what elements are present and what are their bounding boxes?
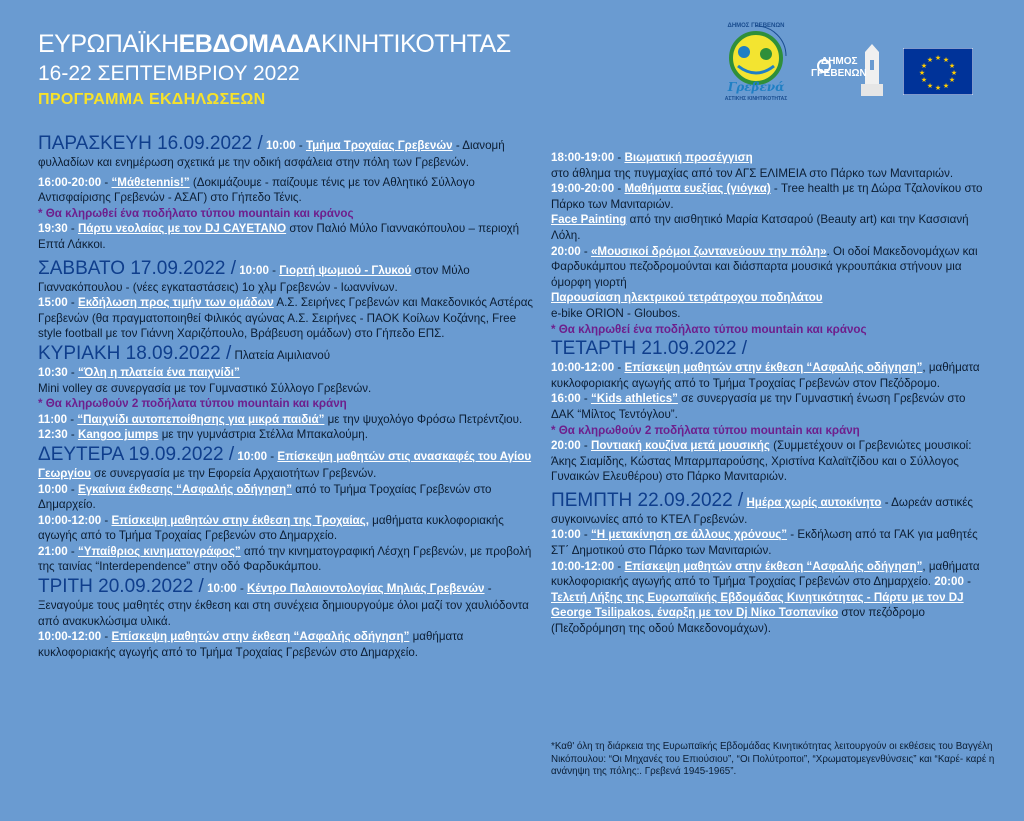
event-description: στον Παλιό Μύλο Γιαννακόπουλου – περιοχή Επτά Λάκκοι. (38, 222, 520, 251)
day-block-sunday (38, 342, 538, 365)
event-teams-honor (38, 295, 538, 342)
event-separator: - (295, 139, 306, 152)
event-description: σε συνεργασία με την Εφορεία Αρχαιοτήτων Γρεβενών. (90, 466, 377, 480)
svg-text:★: ★ (920, 62, 928, 70)
title-part-3: ΚΙΝΗΤΙΚΟΤΗΤΑΣ (321, 30, 511, 58)
event-time: 10:00 (237, 449, 268, 463)
event-time: 19:30 (38, 222, 68, 236)
event-description: από την κινηματογραφική Λέσχη Γρεβενών, με προβολή της ταινίας “Interdependence” στην οδό Φαρδυκάμπου. (38, 544, 532, 574)
event-title-link[interactable]: Τμήμα Τροχαίας Γρεβενών (305, 139, 453, 152)
event-separator: - (614, 151, 625, 164)
event-time: 12:30 (38, 428, 68, 442)
day-block-thursday (551, 489, 991, 528)
event-title-link[interactable]: Παρουσίαση ηλεκτρικού τετράτροχου ποδηλάτου (551, 291, 823, 305)
dimos-grevenon-logo (811, 44, 887, 100)
event-separator: - (268, 263, 280, 277)
event-description: . Οι οδοί Μακεδονομάχων και Φαρδυκάμπου πεζοδρομούνται και διάσπαρτα μουσικά γκρουπάκια στήνουν μια όμορφη γιορτή (551, 244, 978, 289)
raffle-note: * Θα κληρωθούν 2 ποδήλατα τύπου mountain και κράνη (38, 397, 347, 411)
event-description: στο άθλημα της πυγμαχίας από τον ΑΓΣ ΕΛΙΜΕΙΑ στο Πάρκο των Μανιταριών. (551, 166, 954, 180)
day-block-friday (38, 132, 538, 171)
event-separator: - (614, 182, 625, 196)
day-block-monday (38, 443, 538, 482)
event-time: 10:00 (207, 582, 237, 596)
event-time: 10:00-12:00 (551, 559, 615, 573)
svg-text:★: ★ (942, 56, 950, 64)
event-description: e-bike ORION - Gloubos. (551, 306, 681, 320)
event-separator: - (580, 439, 591, 453)
event-title-link[interactable]: Επίσκεψη μαθητών στην έκθεση της Τροχαίας, (111, 513, 369, 527)
grevena-logo-wordmark: Γρεβενά (727, 80, 785, 94)
svg-text:★: ★ (948, 62, 956, 70)
event-description: στον Μύλο Γιαννακόπουλου - (νέες εγκαταστάσεις) 1ο χλμ Γρεβενών - Ιωαννίνων. (38, 263, 470, 294)
event-separator: - (580, 528, 591, 542)
event-title-link[interactable]: Εκδήλωση προς τιμήν των ομάδων (77, 296, 274, 310)
event-tuesday-traffic-visit (38, 629, 538, 660)
event-time: 10:00-12:00 (38, 513, 102, 527)
day-heading-tuesday: ΤΡΙΤΗ 20.09.2022 / (38, 576, 204, 598)
day-block-wednesday (551, 337, 991, 391)
event-description: από την αισθητικό Μαρία Κατσαρού (Beauty art) και την Κασσιανή Λόλη. (551, 213, 969, 242)
event-separator: - (67, 296, 78, 310)
event-separator: - (67, 365, 78, 379)
event-separator: - (67, 412, 78, 426)
event-traffic-visit (38, 513, 538, 544)
event-title-link[interactable]: «Μουσικοί δρόμοι ζωντανεύουν την πόλη» (590, 244, 827, 258)
event-separator: - (67, 428, 78, 442)
event-description: σε συνεργασία με την Γυμναστική ένωση Γρεβενών στο ΔΑΚ “Μίλτος Τεντόγλου”. (551, 392, 966, 421)
day-heading-sunday: ΚΥΡΙΑΚΗ 18.09.2022 / (38, 342, 232, 364)
event-description: , μαθήματα κυκλοφοριακής αγωγής από το Τμήμα Τροχαίας Γρεβενών στον Πεζόδρομο. (551, 361, 980, 390)
eu-flag (903, 48, 973, 95)
event-transport-history (551, 527, 991, 558)
event-time: 10:00-12:00 (551, 361, 615, 375)
program-right-column (551, 150, 991, 637)
event-description: με την γυμνάστρια Στέλλα Μπακαλούμη. (158, 428, 368, 442)
event-description: (Δοκιμάζουμε - παίζουμε τένις με τον Αθλητικό Σύλλογο Αντισφαίρισης Γρεβενών - ΑΣΑΓ) στο Γήπεδο Τένις. (38, 175, 475, 205)
event-title-link[interactable]: Επίσκεψη μαθητών στην έκθεση “Ασφαλής οδήγηση” (624, 361, 923, 375)
day-block-saturday (38, 257, 538, 296)
program-left-column (38, 132, 538, 660)
day-heading-friday: ΠΑΡΑΣΚΕΥΗ 16.09.2022 / (38, 133, 263, 154)
event-title-link[interactable]: Ποντιακή κουζίνα μετά μουσικής (590, 439, 770, 453)
event-title-link[interactable]: Επίσκεψη μαθητών στις ανασκαφές του Αγίου Γεωργίου (38, 449, 532, 480)
event-ebike-presentation (551, 290, 991, 321)
svg-text:★: ★ (920, 76, 928, 84)
event-title-link[interactable]: Επίσκεψη μαθητών στην έκθεση “Ασφαλής οδήγηση” (624, 559, 923, 573)
event-confidence-game (38, 412, 538, 428)
event-location: Πλατεία Αιμιλιανού (234, 348, 331, 362)
event-separator: - (614, 361, 625, 375)
event-time: 11:00 (38, 412, 68, 426)
event-separator: - (236, 582, 248, 596)
day-heading-thursday: ΠΕΜΠΤΗ 22.09.2022 / (551, 489, 744, 511)
event-kids-athletics (551, 391, 991, 422)
raffle-note: * Θα κληρωθεί ένα ποδήλατο τύπου mountain και κράνος (38, 206, 354, 220)
dimos-logo-line-1: ΔΗΜΟΣ (821, 56, 858, 67)
event-description: - Εκδήλωση από τα ΓΑΚ για μαθητές ΣΤ΄ Δημοτικού στο Πάρκο των Μανιταριών. (551, 528, 978, 558)
event-title-link[interactable]: Τελετή Λήξης της Ευρωπαϊκής Εβδομάδας Κινητικότητας - Πάρτυ με τον DJ George Tsilipakos, έναρξη με τον Dj Νίκο Τσοπανίκο (551, 590, 964, 620)
svg-text:★: ★ (934, 84, 942, 92)
event-title-link[interactable]: Βιωματική προσέγγιση (624, 151, 753, 164)
svg-text:★: ★ (926, 82, 934, 90)
event-title-link[interactable]: Πάρτυ νεολαίας με τον DJ CAYETANO (77, 222, 287, 236)
day-heading-wednesday: ΤΕΤΑΡΤΗ 21.09.2022 / (551, 338, 748, 360)
event-title-link[interactable]: “Μάθεtennis!” (111, 175, 190, 189)
event-separator: - (580, 392, 591, 406)
event-time: 16:00-20:00 (38, 175, 102, 189)
event-description: - Ξεναγούμε τους μαθητές στην έκθεση και στη συνέχεια δημιουργούμε όλοι μαζί τον χαυλιόδοντα από ανακυκλώσιμα υλικά. (38, 582, 529, 628)
event-description: μαθήματα κυκλοφοριακής αγωγής από το Τμήμα Τροχαίας Γρεβενών στο Δημαρχείο. (38, 630, 464, 659)
event-description: με την ψυχολόγο Φρόσω Πετρέντζιου. (324, 412, 523, 426)
poster-dates: 16-22 ΣΕΠΤΕΜΒΡΙΟΥ 2022 (38, 62, 300, 85)
event-title-link[interactable]: Μαθήματα ευεξίας (γιόγκα) (624, 182, 771, 196)
event-music-streets (551, 244, 991, 291)
event-time: 10:00-12:00 (38, 630, 102, 644)
event-exhibition-opening (38, 482, 538, 513)
event-separator: - (67, 482, 78, 496)
event-separator: - (67, 222, 78, 236)
event-title-link[interactable]: Ημέρα χωρίς αυτοκίνητο (746, 495, 882, 509)
grevena-logo-top-text: ΔΗΜΟΣ ΓΡΕΒΕΝΩΝ (727, 23, 785, 29)
event-pontic-cuisine (551, 438, 991, 485)
event-title-link[interactable]: Εγκαίνια έκθεσης “Ασφαλής οδήγηση” (77, 482, 292, 496)
event-description: Mini volley σε συνεργασία με τον Γυμναστικό Σύλλογο Γρεβενών. (38, 381, 372, 395)
event-description: - Tree health με τη Δώρα Τζαλονίκου στο Πάρκο των Μανιταριών. (551, 182, 983, 211)
svg-text:★: ★ (942, 82, 950, 90)
event-time: 15:00 (38, 296, 68, 310)
event-title-link[interactable]: “Η μετακίνηση σε άλλους χρόνους” (590, 528, 788, 542)
event-time: 10:00 (551, 528, 581, 542)
event-mathetennis (38, 175, 538, 206)
event-title-link[interactable]: Γιορτή ψωμιού - Γλυκού (279, 263, 412, 277)
event-separator: - (963, 575, 971, 589)
event-time: 20:00 (551, 244, 581, 258)
event-title-link[interactable]: Face Painting (551, 213, 627, 227)
svg-text:★: ★ (934, 54, 942, 62)
event-separator: - (614, 559, 625, 573)
day-heading-saturday: ΣΑΒΒΑΤΟ 17.09.2022 / (38, 257, 236, 279)
event-time: 20:00 (934, 575, 964, 589)
event-face-painting (551, 212, 991, 243)
event-time: 18:00-19:00 (551, 151, 615, 164)
event-youth-party (38, 221, 538, 252)
event-separator: - (101, 513, 112, 527)
event-description: , μαθήματα κυκλοφοριακής αγωγής από το Τμήμα Τροχαίας Γρεβενών στο Δημαρχείο. (551, 559, 980, 589)
event-square-game (38, 365, 538, 396)
event-time: 10:00 (265, 139, 296, 152)
event-description: μαθήματα κυκλοφοριακής αγωγής από το Τμήμα Τροχαίας Γρεβενών στο Δημαρχείο. (38, 513, 504, 543)
event-time: 21:00 (38, 544, 68, 558)
event-title-link[interactable]: Κέντρο Παλαιοντολογίας Μηλιάς Γρεβενών (247, 582, 485, 596)
event-kangoo-jumps (38, 427, 538, 443)
grevena-mobility-logo (720, 22, 792, 106)
svg-text:★: ★ (948, 76, 956, 84)
event-time: 16:00 (551, 392, 581, 406)
title-part-1: ΕΥΡΩΠΑΪΚΗ (38, 30, 179, 58)
event-description: - Διανομή φυλλαδίων και ενημέρωση σχετικά με την οδική ασφάλεια στην πόλη των Γρεβενών. (38, 139, 505, 169)
footnote: *Καθ' όλη τη διάρκεια της Ευρωπαϊκής Εβδομάδας Κινητικότητας λειτουργούν οι εκθέσεις του Βαγγέλη Νικόπουλου: “Οι Μηχανές του Επιούσιου”, “Οι Πολύτροποι”, “Χρωματομεγενθύνσεις” και “Καρέ- καρέ η ανάνηψη της πόλης:. Γρεβενά 1945-1965”. (551, 741, 995, 778)
event-time: 10:00 (38, 482, 68, 496)
event-separator: - (580, 244, 591, 258)
event-title-link[interactable]: “Kids athletics” (590, 392, 678, 406)
eu-flag-graphic (903, 48, 973, 95)
event-title-link[interactable]: Επίσκεψη μαθητών στην έκθεση “Ασφαλής οδήγηση” (111, 630, 410, 644)
event-separator: - (67, 544, 78, 558)
poster-title (38, 30, 511, 59)
svg-text:★: ★ (926, 56, 934, 64)
event-separator: - (267, 449, 278, 463)
event-description: στον πεζόδρομο (Πεζοδρόμηση της οδού Μακεδονομάχων). (551, 606, 926, 636)
title-part-2: ΕΒΔΟΜΑΔΑ (178, 30, 321, 58)
event-description: Α.Σ. Σειρήνες Γρεβενών και Μακεδονικός Αστέρας Γρεβενών (θα πραγματοποιηθεί Φιλικός αγώνας Α.Σ. Σειρήνες - ΠΑΟΚ Κοίλων Κοζάνης, Free style football με τον Γιάννη Χαριζόπουλο, Βράβευση ομάδων) στο Γήπεδο ΕΠΣ. (38, 296, 534, 341)
event-time: 20:00 (551, 439, 581, 453)
day-heading-monday: ΔΕΥΤΕΡΑ 19.09.2022 / (38, 443, 235, 465)
event-description: - Δωρεάν αστικές συγκοινωνίες από το ΚΤΕΛ Γρεβενών. (551, 495, 973, 526)
svg-text:★: ★ (950, 69, 958, 77)
raffle-note: * Θα κληρωθούν 2 ποδήλατα τύπου mountain και κράνη (551, 423, 860, 437)
raffle-note: * Θα κληρωθεί ένα ποδήλατο τύπου mountain και κράνος (551, 322, 867, 336)
event-title-link[interactable]: “Όλη η πλατεία ένα παιχνίδι” (77, 365, 240, 379)
event-time: 10:00 (239, 263, 269, 277)
event-description: από το Τμήμα Τροχαίας Γρεβενών στο Δημαρχείο. (38, 482, 492, 512)
event-title-link[interactable]: “Υπαίθριος κινηματογράφος” (77, 544, 241, 558)
event-open-air-cinema (38, 544, 538, 575)
event-yoga (551, 181, 991, 212)
event-time: 10:30 (38, 365, 68, 379)
grevena-logo-bottom-text: ΑΣΤΙΚΗΣ ΚΙΝΗΤΙΚΟΤΗΤΑΣ (724, 96, 788, 102)
event-description: (Συμμετέχουν οι Γρεβενιώτες μουσικοί: Άκης Σιαμίδης, Κώστας Μπαρμπαρούσης, Χριστίνα Καλαϊτζίδου και ο Σύλλογος Γυναικών Ελευθέρου) στο Πάρκο Μανιταριών. (551, 439, 972, 484)
event-title-link[interactable]: “Παιχνίδι αυτοπεποίθησης για μικρά παιδιά” (77, 412, 325, 426)
event-title-link[interactable]: Kangoo jumps (77, 428, 159, 442)
event-time: 19:00-20:00 (551, 182, 615, 196)
day-block-tuesday (38, 575, 538, 629)
program-heading: ΠΡΟΓΡΑΜΜΑ ΕΚΔΗΛΩΣΕΩΝ (38, 91, 266, 108)
event-separator: - (101, 175, 112, 189)
svg-text:★: ★ (918, 69, 926, 77)
event-thursday-traffic-visit (551, 559, 991, 637)
dimos-logo-line-2: ΓΡΕΒΕΝΩΝ (811, 68, 867, 79)
event-boxing (551, 150, 991, 181)
event-separator: - (101, 630, 112, 644)
